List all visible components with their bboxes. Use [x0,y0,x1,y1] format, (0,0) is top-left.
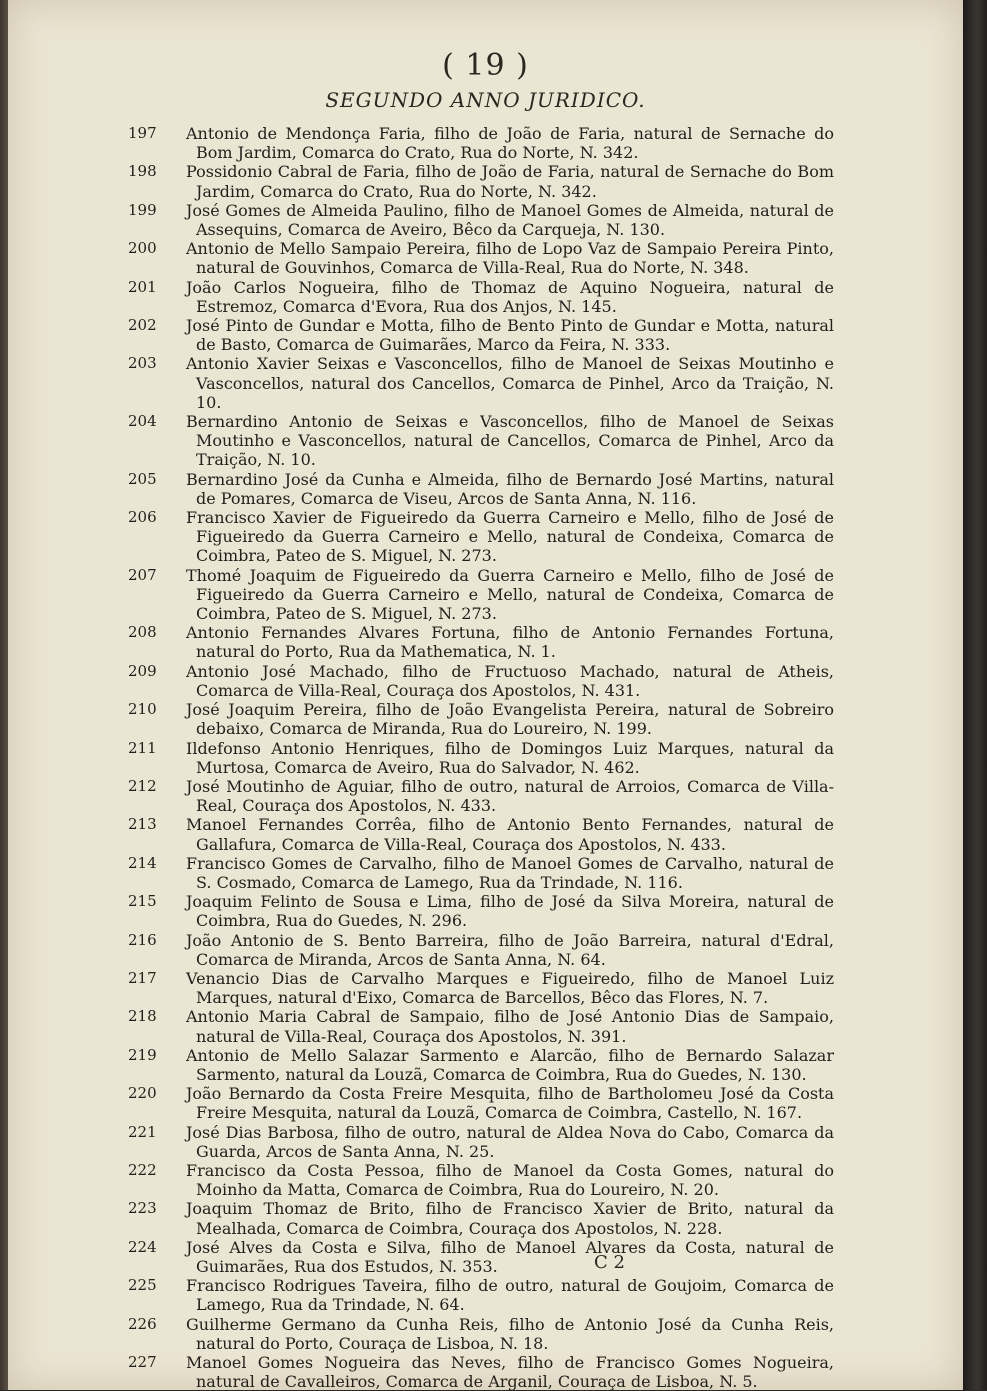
entry-text: Antonio Fernandes Alvares Fortuna, filho de Antonio Fernandes Fortuna, natural do Porto, Rua da Mathematica, N. 1. [186,623,834,662]
list-item [128,1276,834,1315]
entry-number: 211 [128,738,157,757]
list-item [128,124,834,163]
entry-number: 213 [128,815,157,834]
entry-text: José Moutinho de Aguiar, filho de outro, natural de Arroios, Comarca de Villa-Real, Couraça dos Apostolos, N. 433. [186,776,834,816]
list-item [128,968,834,1008]
entry-number: 207 [128,565,157,584]
list-item [128,738,834,777]
list-item [128,1007,834,1046]
entry-number: 214 [128,853,157,872]
entry-number: 205 [128,469,157,488]
book-page [8,0,963,1390]
entry-text: José Pinto de Gundar e Motta, filho de Bento Pinto de Gundar e Motta, natural de Basto, Comarca de Guimarães, Marco da Feira, N. 333. [186,316,834,355]
entry-number: 219 [128,1045,157,1064]
signature-mark: C 2 [594,1252,625,1273]
list-item [128,239,834,278]
entry-number: 200 [128,239,157,258]
entry-number: 220 [128,1084,157,1103]
entry-number: 204 [128,412,157,431]
list-item [128,316,834,355]
entry-text: Antonio de Mello Salazar Sarmento e Alarcão, filho de Bernardo Salazar Sarmento, natural da Louzã, Comarca de Coimbra, Rua do Guedes, N. 130. [186,1045,834,1084]
list-item [128,1122,834,1161]
student-list [128,124,834,1391]
entry-number: 203 [128,354,157,373]
list-item [128,623,834,662]
entry-number: 215 [128,892,157,911]
list-item [128,412,834,470]
list-item [128,661,834,700]
entry-text: José Joaquim Pereira, filho de João Evangelista Pereira, natural de Sobreiro debaixo, Comarca de Miranda, Rua do Loureiro, N. 199. [186,700,834,739]
list-item [128,1045,834,1084]
entry-text: Thomé Joaquim de Figueiredo da Guerra Carneiro e Mello, filho de José de Figueiredo da Guerra Carneiro e Mello, natural de Condeixa, Comarca de Coimbra, Pateo de S. Miguel, N. 273. [186,565,834,624]
entry-text: Francisco Xavier de Figueiredo da Guerra Carneiro e Mello, filho de José de Figueiredo da Guerra Carneiro e Mello, natural de Condeixa, Comarca de Coimbra, Pateo de S. Miguel, N. 273. [186,508,834,566]
list-item [128,565,834,624]
entry-text: Manoel Fernandes Corrêa, filho de Antonio Bento Fernandes, natural de Gallafura, Comarca de Villa-Real, Couraça dos Apostolos, N. 433. [186,815,834,854]
entry-number: 216 [128,930,157,949]
list-item [128,1199,834,1238]
entry-number: 212 [128,776,157,795]
entry-text: João Antonio de S. Bento Barreira, filho de João Barreira, natural d'Edral, Comarca de Miranda, Arcos de Santa Anna, N. 64. [186,930,834,969]
entry-text: Francisco Gomes de Carvalho, filho de Manoel Gomes de Carvalho, natural de S. Cosmado, Comarca de Lamego, Rua da Trindade, N. 116. [186,853,834,892]
entry-text: Joaquim Thomaz de Brito, filho de Francisco Xavier de Brito, natural da Mealhada, Comarca de Coimbra, Couraça dos Apostolos, N. 228. [186,1199,834,1238]
list-item [128,930,834,969]
entry-number: 209 [128,661,157,680]
entry-text: Antonio de Mendonça Faria, filho de João de Faria, natural de Sernache do Bom Jardim, Comarca do Crato, Rua do Norte, N. 342. [186,124,834,163]
entry-number: 199 [128,200,157,219]
list-item [128,1237,834,1276]
entry-text: José Dias Barbosa, filho de outro, natural de Aldea Nova do Cabo, Comarca da Guarda, Arcos de Santa Anna, N. 25. [186,1122,834,1161]
entry-text: Francisco Rodrigues Taveira, filho de outro, natural de Goujoim, Comarca de Lamego, Rua da Trindade, N. 64. [186,1276,834,1315]
book-spine [963,0,987,1390]
list-item [128,700,834,739]
page-left-edge [0,0,8,1390]
list-item [128,469,834,508]
entry-text: Antonio de Mello Sampaio Pereira, filho de Lopo Vaz de Sampaio Pereira Pinto, natural de Gouvinhos, Comarca de Villa-Real, Rua do Norte, N. 348. [186,239,834,278]
entry-text: Ildefonso Antonio Henriques, filho de Domingos Luiz Marques, natural da Murtosa, Comarca de Aveiro, Rua do Salvador, N. 462. [186,738,834,777]
entry-number: 224 [128,1237,157,1256]
entry-number: 222 [128,1160,157,1179]
entry-number: 225 [128,1276,157,1295]
entry-text: Bernardino Antonio de Seixas e Vasconcellos, filho de Manoel de Seixas Moutinho e Vasconcellos, natural de Cancellos, Comarca de Pinhel, Arco da Traição, N. 10. [186,412,834,470]
list-item [128,853,834,892]
list-item [128,354,834,412]
entry-text: Antonio José Machado, filho de Fructuoso Machado, natural de Atheis, Comarca de Villa-Real, Couraça dos Apostolos, N. 431. [186,661,834,700]
entry-number: 206 [128,508,157,527]
entry-text: Antonio Maria Cabral de Sampaio, filho de José Antonio Dias de Sampaio, natural de Villa-Real, Couraça dos Apostolos, N. 391. [186,1007,834,1046]
list-item [128,1353,834,1391]
entry-number: 197 [128,124,157,142]
entry-number: 198 [128,162,157,181]
entry-number: 201 [128,277,157,296]
list-item [128,776,834,816]
list-item [128,1314,834,1353]
entry-number: 202 [128,316,157,335]
list-item [128,277,834,316]
entry-text: Venancio Dias de Carvalho Marques e Figueiredo, filho de Manoel Luiz Marques, natural d'Eixo, Comarca de Barcellos, Bêco das Flores, N. 7. [186,968,834,1008]
list-item [128,508,834,566]
running-title: SEGUNDO ANNO JURIDICO. [325,88,646,112]
list-item [128,892,834,931]
entry-text: Bernardino José da Cunha e Almeida, filho de Bernardo José Martins, natural de Pomares, Comarca de Viseu, Arcos de Santa Anna, N. 116. [186,469,834,508]
folio-number: ( 19 ) [442,48,529,83]
entry-text: José Gomes de Almeida Paulino, filho de Manoel Gomes de Almeida, natural de Assequins, Comarca de Aveiro, Bêco da Carqueja, N. 130. [186,200,834,240]
entry-number: 221 [128,1122,157,1141]
entry-text: Joaquim Felinto de Sousa e Lima, filho de José da Silva Moreira, natural de Coimbra, Rua do Guedes, N. 296. [186,892,834,931]
list-item [128,1160,834,1200]
entry-text: Manoel Gomes Nogueira das Neves, filho de Francisco Gomes Nogueira, natural de Cavalleiros, Comarca de Arganil, Couraça de Lisboa, N. 5. [186,1353,834,1391]
list-item [128,200,834,240]
entry-number: 208 [128,623,157,642]
entry-number: 218 [128,1007,157,1026]
entry-text: Antonio Xavier Seixas e Vasconcellos, filho de Manoel de Seixas Moutinho e Vasconcellos, natural dos Cancellos, Comarca de Pinhel, Arco da Traição, N. 10. [186,354,834,412]
entry-number: 227 [128,1353,157,1371]
entry-text: João Carlos Nogueira, filho de Thomaz de Aquino Nogueira, natural de Estremoz, Comarca d'Evora, Rua dos Anjos, N. 145. [186,277,834,316]
entry-number: 217 [128,968,157,987]
list-item [128,1084,834,1123]
entry-text: José Alves da Costa e Silva, filho de Manoel Alvares da Costa, natural de Guimarães, Rua dos Estudos, N. 353. [186,1237,834,1276]
list-item [128,162,834,201]
entry-number: 226 [128,1314,157,1333]
entry-number: 210 [128,700,157,719]
entry-text: Guilherme Germano da Cunha Reis, filho de Antonio José da Cunha Reis, natural do Porto, Couraça de Lisboa, N. 18. [186,1314,834,1353]
entry-text: Francisco da Costa Pessoa, filho de Manoel da Costa Gomes, natural do Moinho da Matta, Comarca de Coimbra, Rua do Loureiro, N. 20. [186,1160,834,1200]
entry-number: 223 [128,1199,157,1218]
entry-text: João Bernardo da Costa Freire Mesquita, filho de Bartholomeu José da Costa Freire Mesquita, natural da Louzã, Comarca de Coimbra, Castello, N. 167. [186,1084,834,1123]
entry-text: Possidonio Cabral de Faria, filho de João de Faria, natural de Sernache do Bom Jardim, Comarca do Crato, Rua do Norte, N. 342. [186,162,834,201]
list-item [128,815,834,854]
